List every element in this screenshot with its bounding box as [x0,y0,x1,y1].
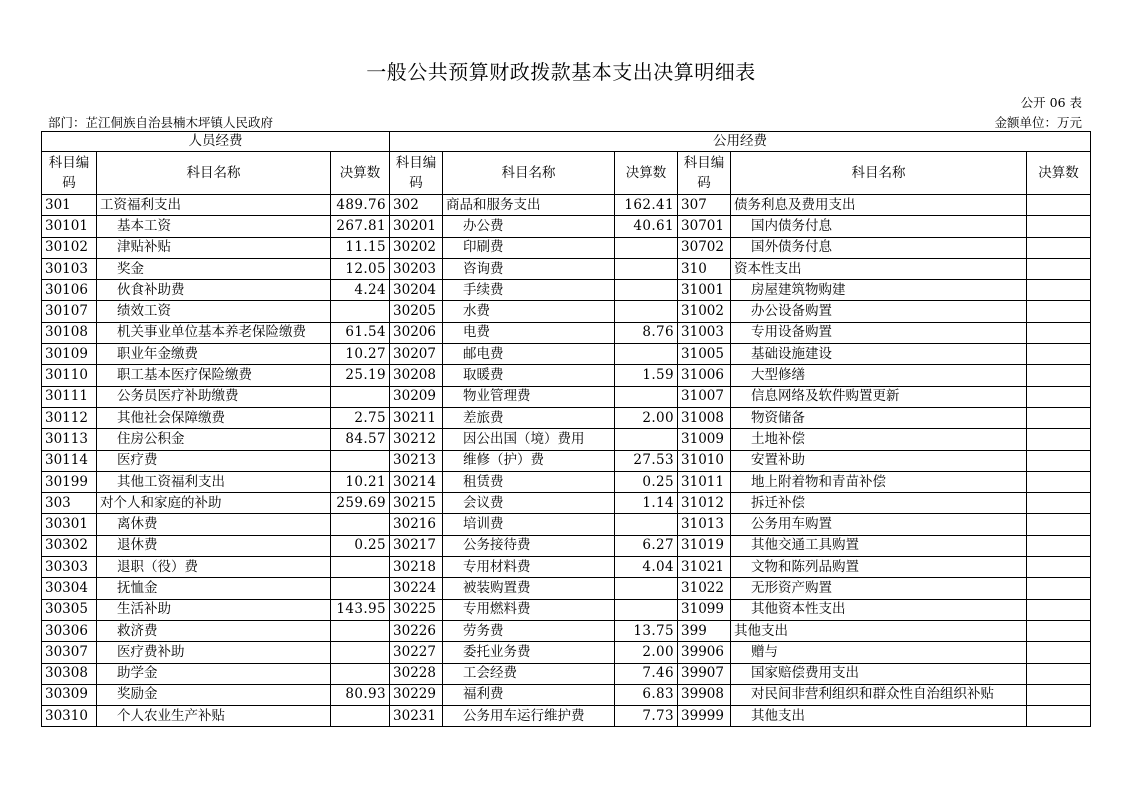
subject-name-cell: 房屋建筑物购建 [731,280,1027,301]
subject-name-cell: 培训费 [443,514,615,535]
subject-code-cell: 30215 [390,493,443,514]
subject-name-cell: 物资储备 [731,407,1027,428]
subject-name-cell: 公务接待费 [443,535,615,556]
amount-cell: 13.75 [615,620,678,641]
amount-cell [615,344,678,365]
amount-cell [615,280,678,301]
subject-name-cell: 工会经费 [443,663,615,684]
subject-name-cell: 劳务费 [443,620,615,641]
amount-cell: 10.21 [331,471,390,492]
amount-cell: 10.27 [331,344,390,365]
subject-code-cell: 31002 [678,301,731,322]
subject-code-cell: 399 [678,620,731,641]
amount-cell [615,429,678,450]
subject-code-cell: 30217 [390,535,443,556]
subject-code-cell: 30202 [390,237,443,258]
subject-name-cell: 职业年金缴费 [97,344,331,365]
col-amount-header: 决算数 [615,152,678,195]
subject-code-cell: 310 [678,258,731,279]
amount-cell [1027,322,1091,343]
subject-name-cell: 印刷费 [443,237,615,258]
table-row [42,706,1091,727]
subject-code-cell: 39999 [678,706,731,727]
subject-name-cell: 伙食补助费 [97,280,331,301]
amount-cell: 162.41 [615,195,678,216]
subject-name-cell: 住房公积金 [97,429,331,450]
subject-name-cell: 生活补助 [97,599,331,620]
subject-code-cell: 30199 [42,471,97,492]
amount-cell: 489.76 [331,195,390,216]
subject-name-cell: 电费 [443,322,615,343]
table-row [42,195,1091,216]
subject-name-cell: 其他支出 [731,706,1027,727]
subject-code-cell: 39906 [678,642,731,663]
subject-name-cell: 租赁费 [443,471,615,492]
subject-code-cell: 30306 [42,620,97,641]
table-row [42,684,1091,705]
subject-name-cell: 基本工资 [97,216,331,237]
subject-code-cell: 30106 [42,280,97,301]
subject-code-cell: 31021 [678,557,731,578]
amount-cell: 61.54 [331,322,390,343]
subject-name-cell: 安置补助 [731,450,1027,471]
subject-code-cell: 31003 [678,322,731,343]
table-row [42,663,1091,684]
subject-name-cell: 拆迁补偿 [731,493,1027,514]
amount-cell [1027,344,1091,365]
subject-code-cell: 31013 [678,514,731,535]
table-row [42,237,1091,258]
subject-name-cell: 手续费 [443,280,615,301]
subject-name-cell: 地上附着物和青苗补偿 [731,471,1027,492]
subject-name-cell: 其他交通工具购置 [731,535,1027,556]
subject-name-cell: 职工基本医疗保险缴费 [97,365,331,386]
subject-code-cell: 30303 [42,557,97,578]
subject-code-cell: 30113 [42,429,97,450]
subject-code-cell: 30214 [390,471,443,492]
col-name-header: 科目名称 [97,152,331,195]
col-amount-header: 决算数 [331,152,390,195]
subject-name-cell: 奖励金 [97,684,331,705]
subject-code-cell: 30109 [42,344,97,365]
subject-name-cell: 专用材料费 [443,557,615,578]
subject-code-cell: 31005 [678,344,731,365]
subject-code-cell: 30101 [42,216,97,237]
subject-code-cell: 30226 [390,620,443,641]
subject-code-cell: 30103 [42,258,97,279]
subject-name-cell: 机关事业单位基本养老保险缴费 [97,322,331,343]
amount-cell [1027,407,1091,428]
amount-cell [615,514,678,535]
subject-code-cell: 302 [390,195,443,216]
subject-name-cell: 办公设备购置 [731,301,1027,322]
subject-name-cell: 基础设施建设 [731,344,1027,365]
subject-name-cell: 退职（役）费 [97,557,331,578]
subject-code-cell: 30206 [390,322,443,343]
subject-code-cell: 301 [42,195,97,216]
amount-cell: 0.25 [615,471,678,492]
subject-name-cell: 公务员医疗补助缴费 [97,386,331,407]
subject-code-cell: 31009 [678,429,731,450]
subject-name-cell: 对民间非营利组织和群众性自治组织补贴 [731,684,1027,705]
subject-name-cell: 津贴补贴 [97,237,331,258]
subject-code-cell: 30102 [42,237,97,258]
table-row [42,386,1091,407]
subject-name-cell: 其他支出 [731,620,1027,641]
amount-cell [1027,514,1091,535]
amount-unit-label: 金额单位：万元 [994,115,1082,130]
subject-name-cell: 商品和服务支出 [443,195,615,216]
amount-cell: 2.75 [331,407,390,428]
expenditure-table [41,131,1091,727]
amount-cell [615,386,678,407]
amount-cell [331,450,390,471]
subject-name-cell: 办公费 [443,216,615,237]
subject-code-cell: 31001 [678,280,731,301]
subject-code-cell: 31007 [678,386,731,407]
amount-cell [1027,642,1091,663]
amount-cell: 4.04 [615,557,678,578]
group-personnel-header: 人员经费 [42,132,390,152]
amount-cell [331,663,390,684]
amount-cell [331,642,390,663]
amount-cell [331,578,390,599]
subject-name-cell: 抚恤金 [97,578,331,599]
amount-cell: 143.95 [331,599,390,620]
subject-name-cell: 资本性支出 [731,258,1027,279]
subject-code-cell: 30213 [390,450,443,471]
amount-cell: 4.24 [331,280,390,301]
subject-code-cell: 31012 [678,493,731,514]
amount-cell [331,301,390,322]
amount-cell: 7.46 [615,663,678,684]
amount-cell: 7.73 [615,706,678,727]
subject-name-cell: 文物和陈列品购置 [731,557,1027,578]
subject-name-cell: 土地补偿 [731,429,1027,450]
subject-name-cell: 国家赔偿费用支出 [731,663,1027,684]
subject-code-cell: 30108 [42,322,97,343]
amount-cell [1027,557,1091,578]
amount-cell [615,258,678,279]
amount-cell: 40.61 [615,216,678,237]
amount-cell [331,620,390,641]
subject-name-cell: 其他资本性支出 [731,599,1027,620]
subject-name-cell: 对个人和家庭的补助 [97,493,331,514]
subject-code-cell: 30229 [390,684,443,705]
table-row [42,642,1091,663]
subject-code-cell: 31006 [678,365,731,386]
subject-code-cell: 30204 [390,280,443,301]
subject-code-cell: 30107 [42,301,97,322]
subject-name-cell: 赠与 [731,642,1027,663]
amount-cell [331,557,390,578]
subject-name-cell: 绩效工资 [97,301,331,322]
subject-name-cell: 奖金 [97,258,331,279]
amount-cell [1027,301,1091,322]
amount-cell [1027,620,1091,641]
amount-cell [1027,706,1091,727]
amount-cell [1027,535,1091,556]
subject-code-cell: 30112 [42,407,97,428]
department-label: 部门：芷江侗族自治县楠木坪镇人民政府 [48,115,274,130]
amount-cell [1027,216,1091,237]
subject-code-cell: 30211 [390,407,443,428]
subject-code-cell: 31019 [678,535,731,556]
subject-name-cell: 专用设备购置 [731,322,1027,343]
subject-name-cell: 差旅费 [443,407,615,428]
subject-name-cell: 个人农业生产补贴 [97,706,331,727]
subject-code-cell: 39908 [678,684,731,705]
subject-name-cell: 福利费 [443,684,615,705]
amount-cell [1027,258,1091,279]
col-code-header: 科目编码 [42,152,97,195]
subject-code-cell: 30702 [678,237,731,258]
amount-cell [1027,471,1091,492]
subject-name-cell: 水费 [443,301,615,322]
amount-cell: 1.14 [615,493,678,514]
table-row [42,407,1091,428]
subject-name-cell: 债务利息及费用支出 [731,195,1027,216]
subject-code-cell: 30208 [390,365,443,386]
table-row [42,471,1091,492]
subject-code-cell: 30224 [390,578,443,599]
subject-name-cell: 助学金 [97,663,331,684]
subject-code-cell: 30207 [390,344,443,365]
subject-code-cell: 30218 [390,557,443,578]
amount-cell [1027,237,1091,258]
amount-cell [1027,450,1091,471]
amount-cell [331,706,390,727]
subject-name-cell: 退休费 [97,535,331,556]
subject-code-cell: 30231 [390,706,443,727]
subject-name-cell: 取暖费 [443,365,615,386]
table-row [42,258,1091,279]
subject-name-cell: 专用燃料费 [443,599,615,620]
subject-name-cell: 医疗费补助 [97,642,331,663]
subject-code-cell: 30225 [390,599,443,620]
amount-cell [1027,429,1091,450]
subject-name-cell: 救济费 [97,620,331,641]
subject-code-cell: 30309 [42,684,97,705]
subject-code-cell: 30110 [42,365,97,386]
amount-cell [1027,386,1091,407]
subject-code-cell: 39907 [678,663,731,684]
subject-code-cell: 30114 [42,450,97,471]
table-row [42,301,1091,322]
amount-cell: 12.05 [331,258,390,279]
amount-cell: 267.81 [331,216,390,237]
amount-cell [1027,599,1091,620]
col-amount-header: 决算数 [1027,152,1091,195]
amount-cell: 80.93 [331,684,390,705]
col-code-header: 科目编码 [678,152,731,195]
subject-code-cell: 30203 [390,258,443,279]
subject-code-cell: 31099 [678,599,731,620]
subject-name-cell: 无形资产购置 [731,578,1027,599]
subject-name-cell: 因公出国（境）费用 [443,429,615,450]
table-row [42,344,1091,365]
amount-cell [331,514,390,535]
subject-code-cell: 30308 [42,663,97,684]
subject-name-cell: 其他工资福利支出 [97,471,331,492]
subject-code-cell: 30111 [42,386,97,407]
amount-cell [615,599,678,620]
subject-code-cell: 307 [678,195,731,216]
amount-cell [1027,578,1091,599]
subject-name-cell: 工资福利支出 [97,195,331,216]
page-title: 一般公共预算财政拨款基本支出决算明细表 [366,60,756,84]
subject-code-cell: 31010 [678,450,731,471]
subject-name-cell: 国外债务付息 [731,237,1027,258]
subject-code-cell: 30302 [42,535,97,556]
subject-code-cell: 303 [42,493,97,514]
amount-cell: 259.69 [331,493,390,514]
table-row [42,280,1091,301]
amount-cell [615,578,678,599]
amount-cell: 2.00 [615,407,678,428]
table-row [42,493,1091,514]
amount-cell: 2.00 [615,642,678,663]
subject-name-cell: 咨询费 [443,258,615,279]
table-row [42,429,1091,450]
subject-name-cell: 大型修缮 [731,365,1027,386]
amount-cell [1027,663,1091,684]
group-public-header: 公用经费 [390,132,1091,152]
subject-code-cell: 30216 [390,514,443,535]
subject-name-cell: 国内债务付息 [731,216,1027,237]
table-row [42,557,1091,578]
amount-cell: 27.53 [615,450,678,471]
amount-cell: 1.59 [615,365,678,386]
table-row [42,578,1091,599]
subject-code-cell: 30227 [390,642,443,663]
amount-cell: 11.15 [331,237,390,258]
table-row [42,535,1091,556]
subject-name-cell: 其他社会保障缴费 [97,407,331,428]
subject-code-cell: 30305 [42,599,97,620]
subject-code-cell: 30304 [42,578,97,599]
subject-code-cell: 30701 [678,216,731,237]
subject-code-cell: 30201 [390,216,443,237]
subject-name-cell: 被装购置费 [443,578,615,599]
subject-name-cell: 物业管理费 [443,386,615,407]
subject-code-cell: 30307 [42,642,97,663]
subject-code-cell: 31008 [678,407,731,428]
subject-code-cell: 31022 [678,578,731,599]
subject-name-cell: 委托业务费 [443,642,615,663]
table-row [42,514,1091,535]
subject-name-cell: 医疗费 [97,450,331,471]
amount-cell [1027,493,1091,514]
col-code-header: 科目编码 [390,152,443,195]
col-name-header: 科目名称 [443,152,615,195]
amount-cell: 0.25 [331,535,390,556]
form-number: 公开 06 表 [1020,95,1082,110]
subject-name-cell: 维修（护）费 [443,450,615,471]
table-row [42,599,1091,620]
table-row [42,322,1091,343]
table-row [42,450,1091,471]
table-row [42,365,1091,386]
subject-code-cell: 30212 [390,429,443,450]
subject-name-cell: 邮电费 [443,344,615,365]
subject-name-cell: 会议费 [443,493,615,514]
table-row [42,216,1091,237]
amount-cell: 25.19 [331,365,390,386]
amount-cell [615,237,678,258]
amount-cell [1027,365,1091,386]
subject-name-cell: 信息网络及软件购置更新 [731,386,1027,407]
subject-name-cell: 公务用车运行维护费 [443,706,615,727]
amount-cell: 6.83 [615,684,678,705]
subject-name-cell: 公务用车购置 [731,514,1027,535]
col-name-header: 科目名称 [731,152,1027,195]
amount-cell: 6.27 [615,535,678,556]
subject-code-cell: 30301 [42,514,97,535]
subject-code-cell: 30310 [42,706,97,727]
subject-code-cell: 30228 [390,663,443,684]
amount-cell: 84.57 [331,429,390,450]
amount-cell [1027,195,1091,216]
subject-name-cell: 离休费 [97,514,331,535]
amount-cell [615,301,678,322]
subject-code-cell: 30209 [390,386,443,407]
amount-cell [331,386,390,407]
subject-code-cell: 30205 [390,301,443,322]
amount-cell [1027,684,1091,705]
amount-cell: 8.76 [615,322,678,343]
table-row [42,620,1091,641]
subject-code-cell: 31011 [678,471,731,492]
amount-cell [1027,280,1091,301]
